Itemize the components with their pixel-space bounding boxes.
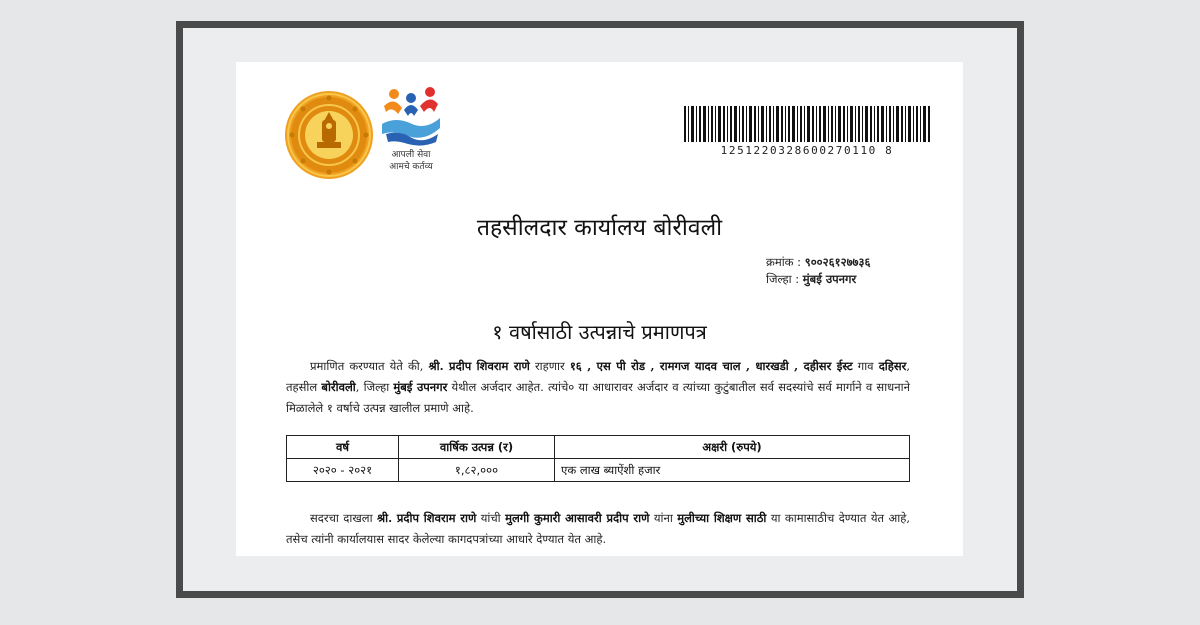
barcode-icon — [684, 106, 930, 142]
certification-paragraph — [286, 356, 910, 419]
krmank-label: क्रमांक : — [766, 255, 802, 269]
certificate-purpose: मुलीच्या शिक्षण साठी — [677, 511, 767, 525]
maharashtra-seal-icon — [284, 90, 374, 180]
p1-text-4: , तहसील — [286, 359, 911, 394]
table-header-row — [287, 436, 910, 459]
cell-words: एक लाख ब्याऐंशी हजार — [555, 459, 910, 482]
income-table — [286, 435, 910, 482]
p2-applicant-name: श्री. प्रदीप शिवराम राणे — [376, 511, 477, 525]
p1-text-1: प्रमाणित करण्यात येते की, — [310, 359, 424, 373]
aaple-sarkar-logo — [376, 84, 446, 180]
jilha-value: मुंबई उपनगर — [802, 272, 857, 286]
barcode-number: 1251220328600270110 8 — [720, 144, 894, 157]
purpose-paragraph — [286, 508, 910, 550]
certificate-document — [236, 62, 963, 556]
cell-year: २०२० - २०२१ — [287, 459, 399, 482]
applicant-address: १६ , एस पी रोड , रामगज यादव चाल , धारखडी , दहीसर ईस्ट — [569, 359, 853, 373]
p1-text-6: येथील अर्जदार आहेत. त्यांचे० या आधारावर अर्जदार व त्यांच्या कुटुंबातील सर्व सदस्यांचे सर्व मार्गाने व साधनाने मिळालेले १ वर्षाचे उत्पन्न खालील प्रमाणे आहे. — [286, 380, 910, 415]
aaple-tagline-2: आमचे कर्तव्य — [389, 162, 433, 172]
daughter-name: मुलगी कुमारी आसावरी प्रदीप राणे — [505, 511, 650, 525]
cell-income: १,८२,००० — [399, 459, 555, 482]
certificate-title: १ वर्षासाठी उत्पन्नाचे प्रमाणपत्र — [492, 320, 707, 344]
aaple-tagline-1: आपली सेवा — [391, 150, 431, 160]
table-row — [287, 459, 910, 482]
header-words: अक्षरी (रुपये) — [555, 436, 910, 459]
office-title: तहसीलदार कार्यालय बोरीवली — [476, 215, 723, 241]
p2-text-4: या कामासाठीच देण्यात येत आहे, तसेच त्यांनी कार्यालयास सादर केलेल्या कागदपत्रांच्या आधारे देण्यात येत आहे. — [286, 511, 911, 546]
p2-text-2: यांची — [480, 511, 501, 525]
jilha-label: जिल्हा : — [766, 272, 800, 286]
krmank-line — [766, 254, 871, 271]
header-year: वर्ष — [287, 436, 399, 459]
header-income: वार्षिक उत्पन्न (र) — [399, 436, 555, 459]
aaple-sarkar-icon — [376, 84, 446, 148]
p1-text-5: , जिल्हा — [355, 380, 390, 394]
p2-text-1: सदरचा दाखला — [310, 511, 373, 525]
jilha-line — [766, 271, 871, 288]
applicant-name: श्री. प्रदीप शिवराम राणे — [428, 359, 530, 373]
applicant-village: दहिसर — [878, 359, 907, 373]
applicant-district: मुंबई उपनगर — [393, 380, 448, 394]
krmank-value: ९००२६१२७७३६ — [804, 255, 871, 269]
applicant-tehsil: बोरीवली — [321, 380, 356, 394]
p1-text-2: राहणार — [534, 359, 565, 373]
p2-text-3: यांना — [653, 511, 673, 525]
p1-text-3: गाव — [857, 359, 874, 373]
reference-block — [766, 254, 871, 288]
